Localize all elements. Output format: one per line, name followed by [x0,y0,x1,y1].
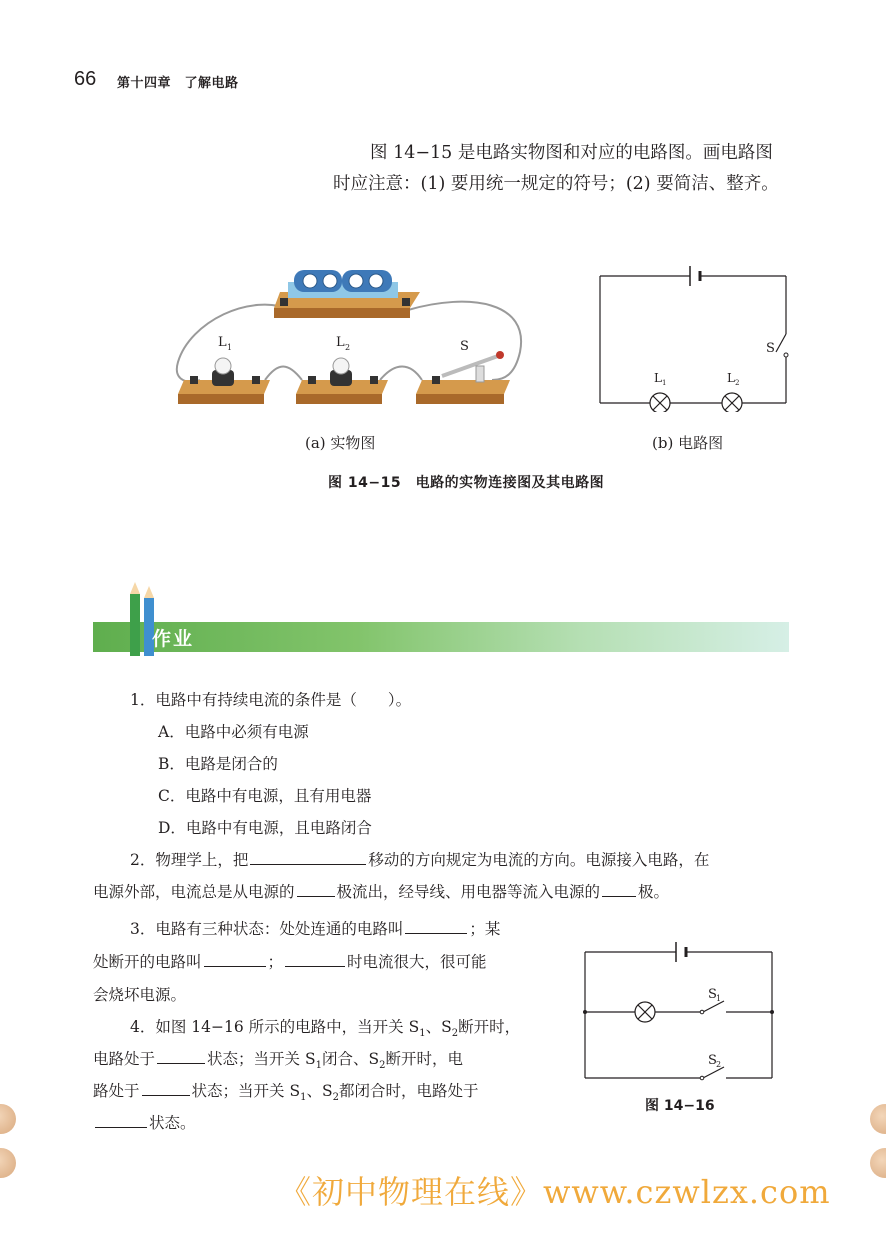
real-label-l1-sub: 1 [227,343,233,352]
q4-line-2 [93,1047,463,1071]
edge-decoration-icon [870,1104,886,1134]
q1-option-b: B．电路是闭合的 [158,755,278,773]
fig-1416-label-s2-sub: 2 [716,1060,722,1069]
q3-blank-1[interactable] [405,919,467,934]
q4-text-4: 电路处于 [93,1050,156,1068]
q4-text-5: 状态；当开关 S [207,1050,316,1068]
circuit-label-l2: L [727,371,735,385]
real-label-l2-sub: 2 [345,343,351,352]
circuit-label-s: S [766,341,775,356]
q4-sub-1: 1 [419,1028,426,1040]
fig-1416-label-s2: S [708,1053,717,1068]
q4-sub-4: 2 [379,1060,386,1072]
q4-text-12: 状态。 [149,1114,196,1132]
q2-blank-3[interactable] [602,882,636,897]
q3-text-2: ；某 [469,920,501,938]
q4-text-2: 、S [425,1018,452,1036]
q3-text-4: ； [267,953,284,971]
circuit-label-l2-sub: 2 [735,379,740,387]
chapter-title: 第十四章 了解电路 [117,76,239,91]
circuit-label-l1: L [654,371,662,385]
q3-line-1 [130,917,500,939]
q2-blank-2[interactable] [297,882,335,897]
q4-sub-5: 1 [300,1092,307,1104]
q2-text-1: 2．物理学上，把 [130,851,249,869]
q4-sub-2: 2 [451,1028,459,1040]
fig-1416-label-s1: S [708,987,717,1002]
figure-14-16-circuit-diagram [578,934,780,1084]
watermark: 《初中物理在线》www.czwlzx.com [279,1173,831,1211]
circuit-label-l1-sub: 1 [662,379,667,387]
q3-line-2 [93,950,487,972]
q4-line-1 [130,1015,520,1039]
edge-decoration-icon [0,1104,16,1134]
q2-text-5: 极。 [638,883,670,901]
q2-text-2: 移动的方向规定为电流的方向。电源接入电路，在 [368,851,710,869]
q4-text-10: 、S [306,1082,333,1100]
homework-title: 作业 [152,628,195,650]
q4-text-3: 断开时， [458,1018,521,1036]
real-label-s: S [460,339,469,354]
q4-text-11: 都闭合时，电路处于 [338,1082,479,1100]
q3-line-3: 会烧坏电源。 [93,986,187,1004]
q2-line-1 [130,848,709,870]
q1-option-d: D．电路中有电源，且电路闭合 [158,819,372,837]
figure-caption-a: (a) 实物图 [305,434,376,452]
q3-text-5: 时电流很大，很可能 [347,953,487,971]
q4-blank-3[interactable] [95,1113,147,1128]
homework-banner [93,622,789,652]
q3-text-1: 3．电路有三种状态：处处连通的电路叫 [130,920,404,938]
q2-line-2 [93,880,669,902]
real-label-l1: L [218,335,227,350]
q2-blank-1[interactable] [250,850,366,865]
physical-circuit-illustration [170,262,530,420]
edge-decoration-icon [0,1148,16,1178]
fig-1416-label-s1-sub: 1 [716,994,722,1003]
q4-blank-2[interactable] [142,1081,190,1096]
figure-14-16-caption: 图 14−16 [645,1098,715,1114]
page-number: 66 [74,68,97,90]
intro-paragraph: 图 14−15 是电路实物图和对应的电路图。画电路图时应注意：(1) 要用统一规定的符号；(2) 要简洁、整齐。 [333,143,779,194]
q2-text-4: 极流出，经导线、用电器等流入电源的 [336,883,601,901]
q4-text-9: 状态；当开关 S [191,1082,301,1100]
circuit-diagram [590,262,795,412]
edge-decoration-icon [870,1148,886,1178]
q4-text-8: 路处于 [93,1082,140,1100]
q4-blank-1[interactable] [157,1049,205,1064]
q3-blank-2[interactable] [204,952,266,967]
q1-stem: 1．电路中有持续电流的条件是（ ）。 [130,691,412,709]
q4-sub-3: 1 [315,1060,322,1072]
q2-text-3: 电源外部，电流总是从电源的 [93,883,295,901]
real-label-l2: L [336,335,345,350]
figure-caption-b: (b) 电路图 [652,434,724,452]
q4-text-6: 闭合、S [321,1050,380,1068]
q4-text-7: 断开时，电 [385,1050,463,1068]
q4-line-4 [93,1111,196,1133]
q4-line-3 [93,1079,478,1103]
figure-14-15-caption: 图 14−15 电路的实物连接图及其电路图 [328,475,605,491]
q4-sub-6: 2 [332,1092,339,1104]
q1-option-a: A．电路中必须有电源 [158,723,309,741]
q1-option-c: C．电路中有电源，且有用电器 [158,787,372,805]
q4-text-1: 4．如图 14−16 所示的电路中，当开关 S [130,1018,420,1036]
q3-text-3: 处断开的电路叫 [93,953,202,971]
q3-blank-3[interactable] [285,952,345,967]
